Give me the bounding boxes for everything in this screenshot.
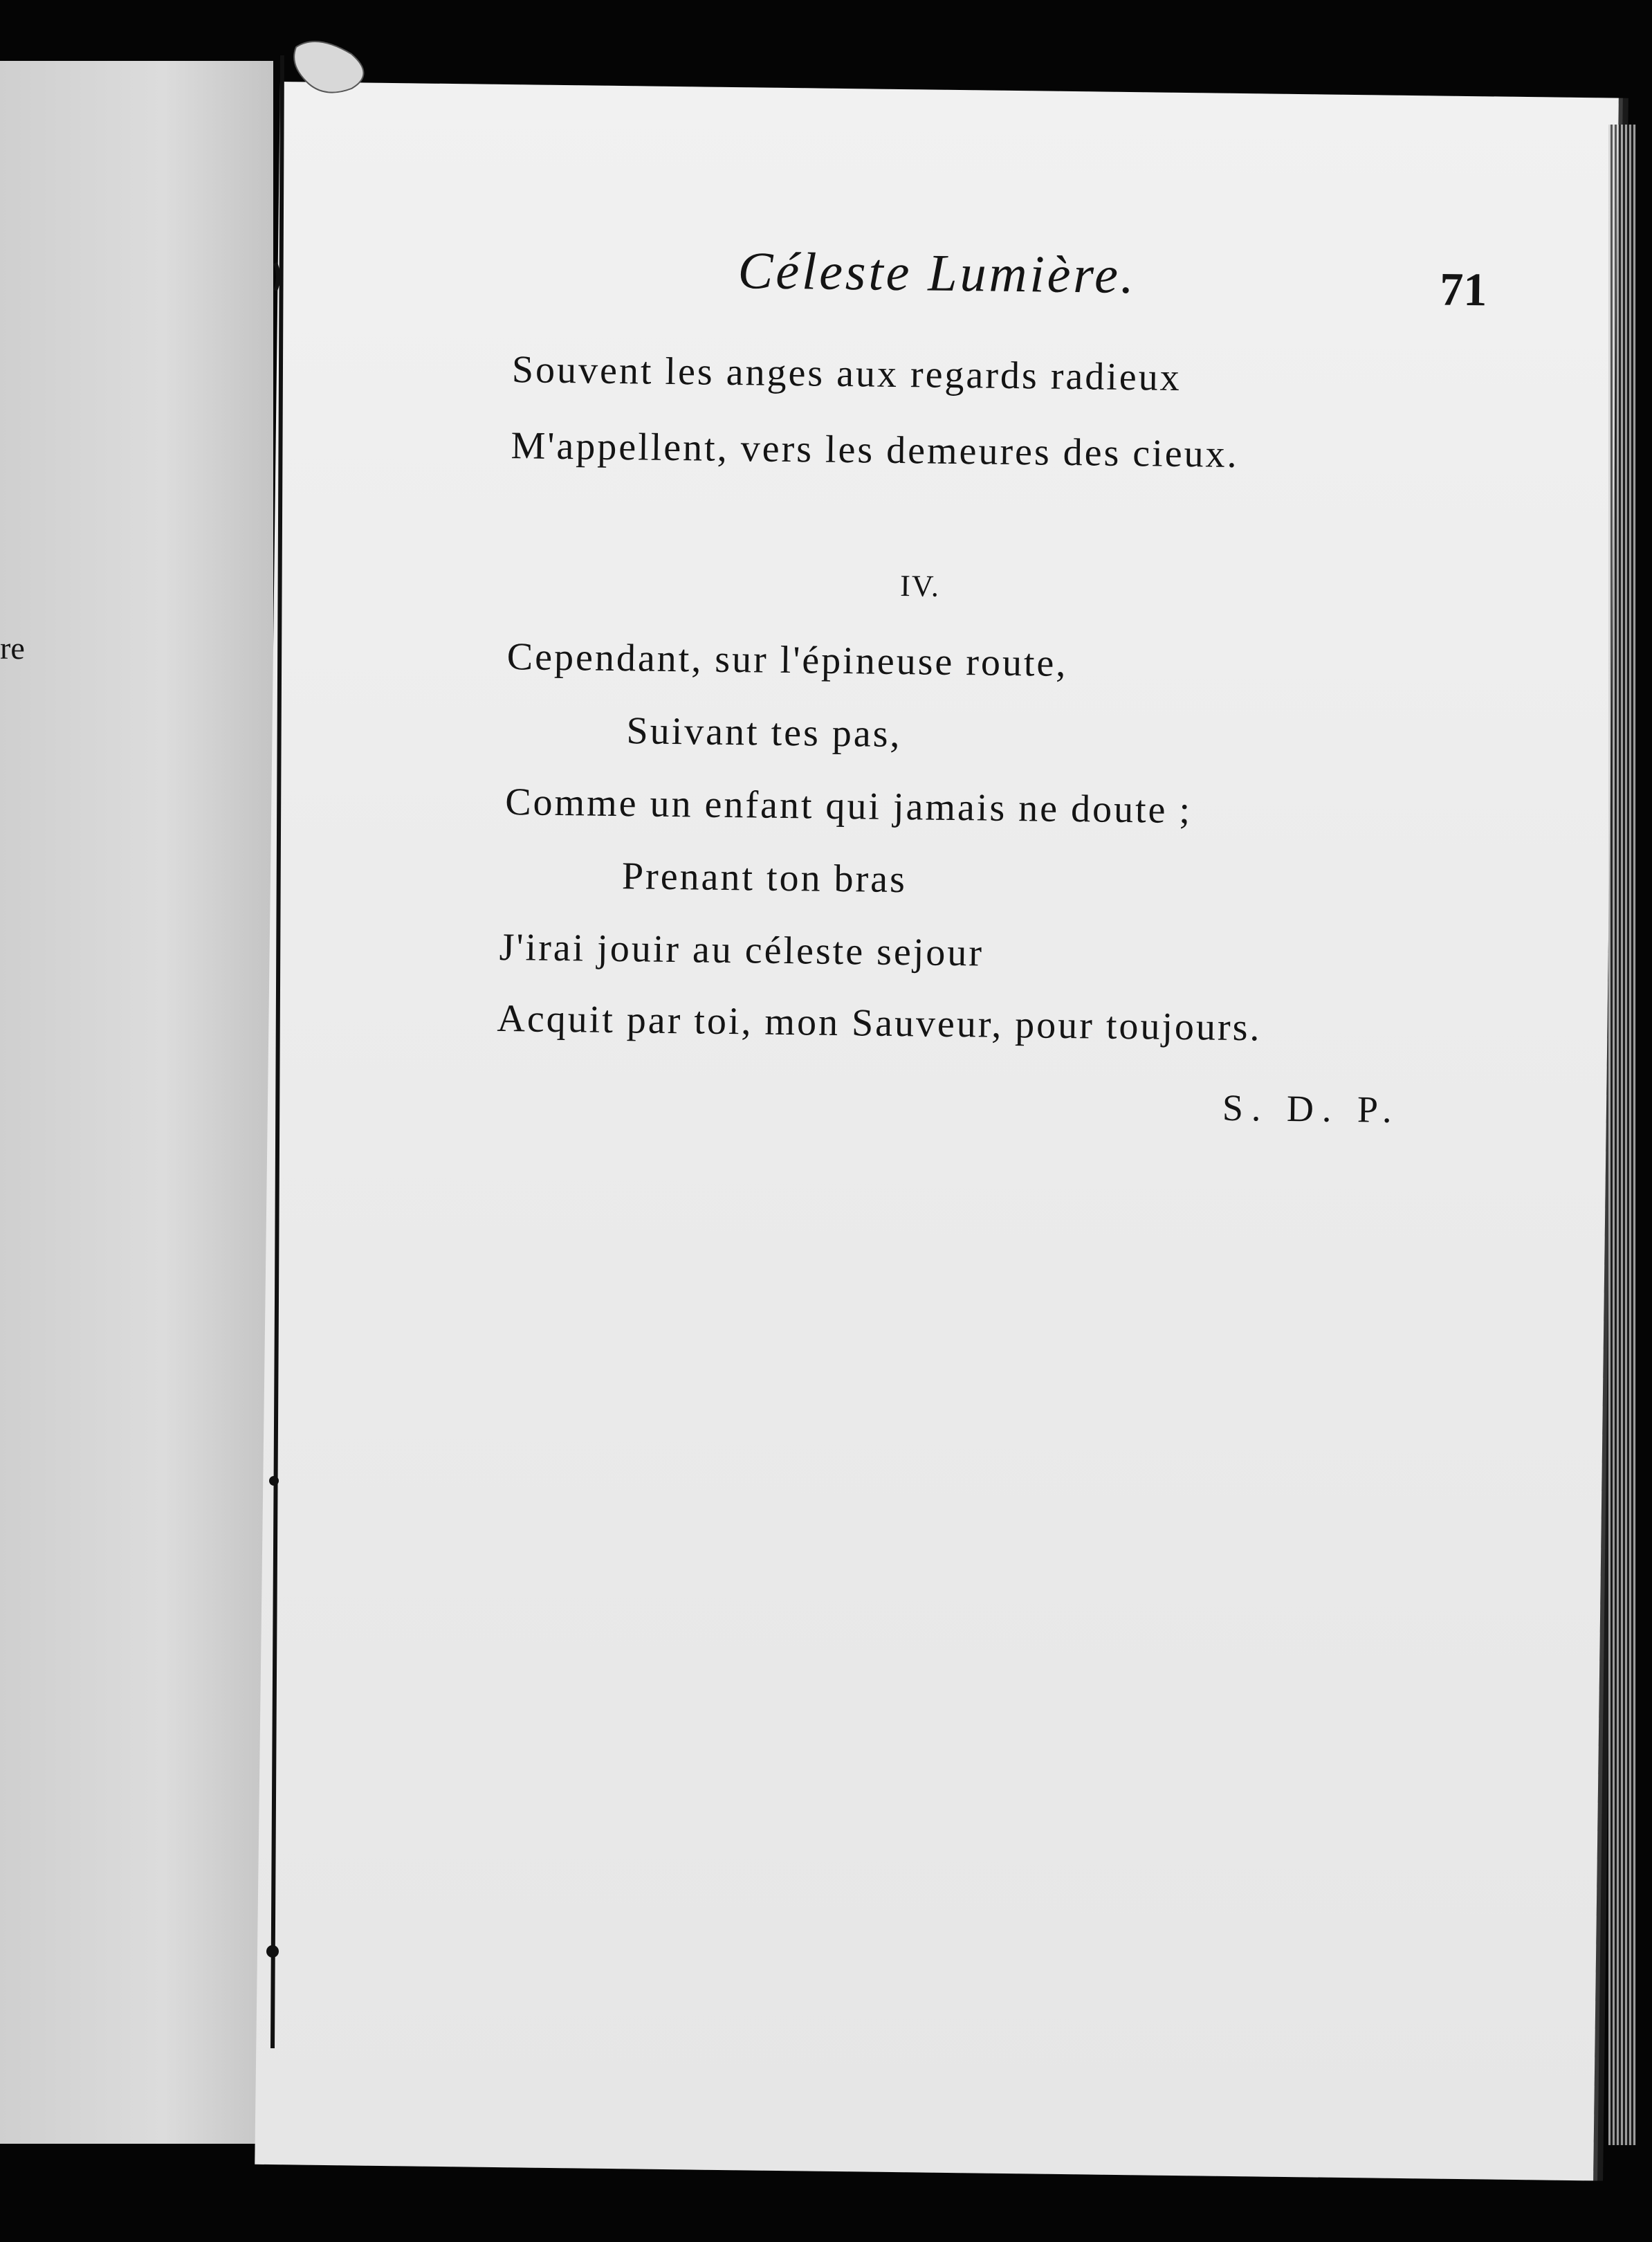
left-page-text-fragment: re <box>0 630 25 666</box>
page-number: 71 <box>1440 262 1487 316</box>
poem-line: Acquit par toi, mon Sauveur, pour toujours. <box>497 996 1262 1050</box>
book-gutter-cord <box>261 55 289 2048</box>
poem-line-indented: Suivant tes pas, <box>626 709 902 756</box>
section-numeral: IV. <box>899 569 941 603</box>
poem-line: Cependant, sur l'épineuse route, <box>506 635 1068 685</box>
paper-tab-mark <box>289 33 376 102</box>
left-page <box>0 61 273 2144</box>
poem-line: Souvent les anges aux regards radieux <box>511 348 1182 399</box>
author-initials: S. D. P. <box>1222 1086 1400 1131</box>
right-page <box>255 82 1619 2180</box>
running-title: Céleste Lumière. <box>737 241 1137 305</box>
poem-line-indented: Prenant ton bras <box>621 855 908 902</box>
poem-line: J'irai jouir au céleste sejour <box>499 925 984 975</box>
poem-line: Comme un enfant qui jamais ne doute ; <box>504 781 1193 832</box>
page-edges <box>1608 125 1636 2145</box>
poem-line: M'appellent, vers les demeures des cieux. <box>511 424 1240 476</box>
